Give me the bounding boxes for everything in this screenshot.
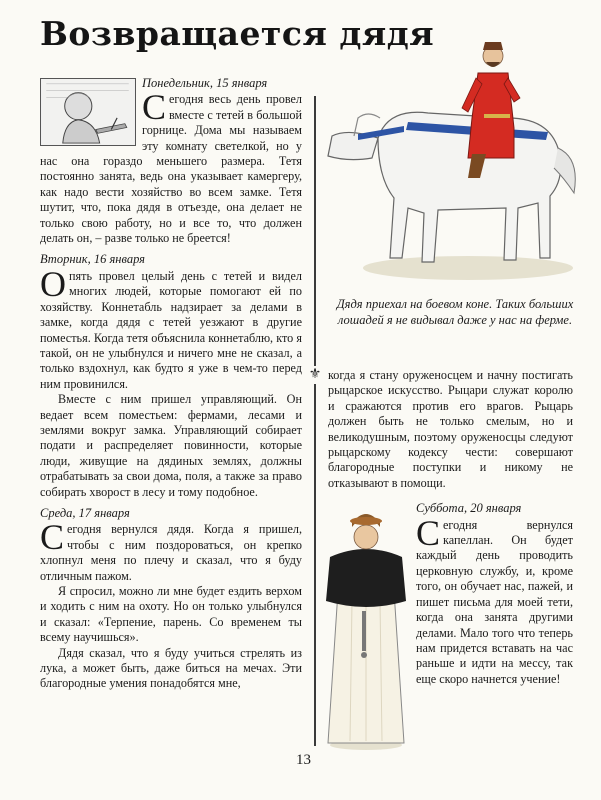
- entry-date: Понедельник, 15 января: [142, 76, 268, 90]
- drop-cap: С: [142, 87, 167, 128]
- drop-cap: С: [40, 517, 65, 558]
- drop-cap: О: [40, 263, 66, 304]
- left-column: [40, 76, 302, 698]
- column-divider: [314, 96, 316, 746]
- entry-date: Вторник, 16 января: [40, 252, 145, 267]
- entry-text: егодня вернулся капеллан. Он будет каждый день проводить церковную службу, и, кроме того, он обучает нас, пажей, и пишет письма для моей тети, когда она занята другими делами. Мало того что теперь нам придется вставать на час раньше и идти на мессу, так еще скоро начнется учение!: [416, 517, 573, 686]
- drop-cap: С: [416, 512, 441, 553]
- entry-tuesday: [40, 252, 302, 500]
- right-column: [328, 368, 573, 751]
- entry-text: пять провел целый день с тетей и видел многих людей, которые помогают ей по хозяйству. Коннетабль надзирает за делами в замке, когда дядя с тетей уезжают в другие поместья. Когда тетя объяснила коннетаблю, кто я такой, он не улыбнулся и ничего мне не сказал, а только вздохнул, как будто я уже в чем-то перед ним провинился.: [40, 268, 302, 391]
- chaplain-illustration: [320, 501, 412, 751]
- entry-text: егодня вернулся дядя. Когда я пришел, чтобы с ним поздороваться, он крепко хлопнул меня по плечу и сказал, что я буду отличным пажом.: [40, 522, 302, 583]
- entry-paragraph: Вместе с ним пришел управляющий. Он ведает всем поместьем: фермами, лесами и землями вокруг замка. Управляющий собирает подати и распределяет повинности, которые люди, живущие на дядиных землях, должны отрабатывать за свои дома, поля, а также за право собирать хворост в лесу и тому подобное.: [40, 392, 302, 499]
- entry-text: егодня весь день провел вместе с тетей в большой горнице. Дома мы называем эту комнату светелкой, но у нас она гораздо меньшего размера. Тетя постоянно занята, ведь она указывает камергеру, как надо вести хозяйство во всем замке. Тетя шутит, что, пока дядя в отъезде, она делает не только свою работу, но и все то, что должен делать он, – разве только не бреется!: [40, 92, 302, 246]
- knight-on-horse-illustration: [318, 18, 580, 290]
- entry-continuation: когда я стану оруженосцем и начну постигать рыцарское искусство. Рыцари служат королю и сражаются против его врагов. Рыцарь должен быть не только смелым, но и великодушным, поэтому оруженосцы следуют рыцарскому кодексу чести: совершают благородные поступки и никому не отказывают в помощи.: [328, 368, 573, 490]
- illustration-caption: Дядя приехал на боевом коне. Таких больших лошадей я не видывал даже у нас на ферме.: [336, 297, 574, 327]
- entry-wednesday: [40, 506, 302, 692]
- entry-monday: [40, 76, 302, 246]
- page-number: 13: [296, 752, 311, 768]
- entry-saturday: [328, 501, 573, 687]
- fleur-de-lis-icon: ⚜: [306, 366, 324, 384]
- entry-paragraph: Дядя сказал, что я буду учиться стрелять из лука, а может быть, даже биться на мечах. Эти благородные умения понадобятся мне,: [40, 645, 302, 691]
- entry-date: Среда, 17 января: [40, 505, 130, 520]
- page-title: Возвращается дядя: [40, 14, 435, 53]
- entry-paragraph: Я спросил, можно ли мне будет ездить верхом и ходить с ним на охоту. Но он только улыбнулся и сказал: «Терпение, парень. Со временем ты всему научишься».: [40, 584, 302, 645]
- boy-writing-sketch: [40, 78, 136, 146]
- entry-date: Суббота, 20 января: [416, 501, 522, 516]
